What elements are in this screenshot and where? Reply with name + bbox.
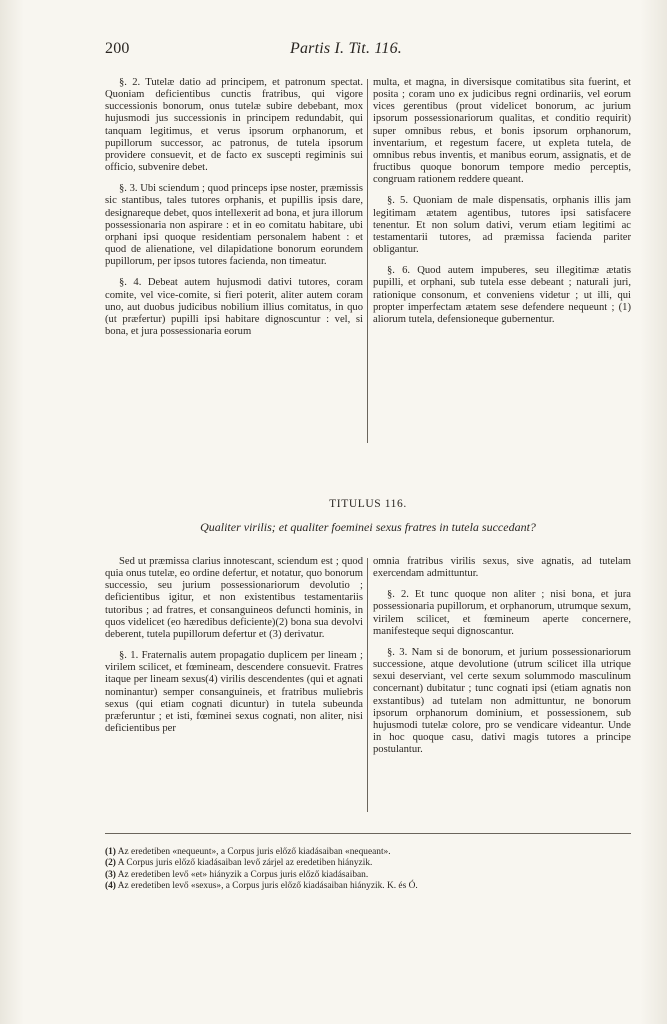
footnote-text: A Corpus juris előző kiadásaiban levő zárjel az eredetiben hiányzik. [117,858,373,869]
paragraph: §. 4. Debeat autem hujusmodi dativi tutores, coram comite, vel vice-comite, si fieri poterit, aliter autem coram uno, aut duobus judicibus nobilium illius comitatus, in quo (ut præfertur) pupilli ipsi habitare dignoscuntur : vel, si bona, et jura possessionaria eorum [105,277,363,337]
titulus-heading: TITULUS 116. [329,498,407,510]
section2-right-column [373,556,631,765]
paragraph: §. 2. Et tunc quoque non aliter ; nisi bona, et jura possessionaria pupillorum, et orphanorum, utrumque sexum, virilem scilicet, et fœmineum aperte concernere, manifesteque sequi dignoscantur. [373,589,631,637]
titulus-subtitle: Qualiter virilis; et qualiter foeminei sexus fratres in tutela succedant? [200,520,536,534]
footnote [105,881,635,892]
footnote-text: Az eredetiben levő «et» hiányzik a Corpus juris előző kiadásaiban. [117,869,369,880]
footnote-number: (4) [105,880,116,891]
paragraph: multa, et magna, in diversisque comitatibus sita fuerint, et posita ; coram uno ex judicibus regni ordinariis, vel eorum vices gerentibus (prout videlicet bonorum, ac jurium ipsorum possessionariorum qualitas, et conditio requirit) super omnibus rebus, et bonis ipsorum orphanorum, inventarium, et regestum facere, ut expleta tutela, de omnibus rebus inventis, et manibus eorum, assignatis, et de fructibus quoque bonorum tempore medio perceptis, congruam rationem reddere queant. [373,77,631,186]
paragraph: omnia fratribus virilis sexus, sive agnatis, ad tutelam exercendam admittuntur. [373,556,631,580]
paragraph: Sed ut præmissa clarius innotescant, sciendum est ; quod quia onus tutelæ, eo ordine defertur, et notatur, quo bonorum successio, seu jurium possessionariorum devolutio ; deficientibus igitur, et non existentibus testamentariis tutoribus ; ad fratres, et consanguineos defuncti hominis, in quos videlicet (eo hæredibus deficiente)(2) bona sua devolvi deberent, tutela pupillorum defertur et (3) derivatur. [105,556,363,640]
paragraph: §. 6. Quod autem impuberes, seu illegitimæ ætatis pupilli, et orphani, sub tutela esse debeant ; naturali juri, rationique consonum, et conveniens videtur ; ut illi, qui propter imperfectam ætatem sese defendere nequeunt ; (1) aliorum tutela, defensioneque gubernentur. [373,265,631,325]
section1-right-column [373,77,631,335]
footnote-text: Az eredetiben levő «sexus», a Corpus juris előző kiadásaiban hiányzik. K. és Ó. [117,880,418,891]
section1-left-column [105,77,363,347]
footnote-number: (3) [105,869,116,880]
footnote-rule [105,833,631,834]
footnote-number: (1) [105,847,116,857]
paragraph: §. 3. Nam si de bonorum, et jurium possessionariorum successione, atque devolutione (utrum scilicet illa utrique sexui deserviant, vel certe sexum solummodo masculinum concernant) dubitatur ; tunc cognati ipsi (etiam agnatis non exstantibus) ad tutelam non admittuntur, ne bonorum ipsorum orphanorum dominium, et possessionem, sub hujusmodi tutelæ colore, pro se vendicare videantur. Unde in hoc quoque casu, dativi magis tutores a principe postulantur. [373,646,631,756]
column-divider [367,558,368,812]
paragraph: §. 5. Quoniam de male dispensatis, orphanis illis jam legitimam ætatem agentibus, tutores ipsi satisfacere tenentur. Et non solum dativi, verum etiam legitimi ac testamentarii tutores, ad præmissa facienda pariter obligantur. [373,195,631,256]
footnotes [105,847,635,892]
paragraph: §. 2. Tutelæ datio ad principem, et patronum spectat. Quoniam deficientibus cunctis fratribus, qui vigore successionis bonorum, onus tutelæ subire debebant, mox hujusmodi jus successionis in principem redundabit, qui tanquam legitimus, et verus ipsorum orphanorum, et pupillorum successor, ac patronus, de tutela ipsorum providere consuevit, et de facto ex suscepti regiminis sui officio, subvenire debet. [105,77,363,174]
footnote-number: (2) [105,858,116,869]
footnote [105,847,635,858]
section2-left-column [105,556,363,744]
column-divider [367,79,368,443]
paragraph: §. 1. Fraternalis autem propagatio duplicem per lineam ; virilem scilicet, et fœmineam, descendere consuevit. Fratres itaque per lineam sexus(4) virilis descendentes (qui et agnati nominantur) semper consanguineis, et fratribus muliebris sexus (qui etiam cognati dicuntur) in tutela subeunda præferuntur ; et isti, fœminei sexus cognati, non aliter, nisi deficientibus per [105,650,363,735]
running-head: Partis I. Tit. 116. [290,40,402,57]
paragraph: §. 3. Ubi sciendum ; quod princeps ipse noster, præmissis sic stantibus, tales tutores orphanis, et pupillis ipsis dare, designareque debet, quos intellexerit ad bona, et jura illorum possessionaria non aspirare : et in eo comitatu habitare, ubi orphani ipsi quoque residentiam personalem habent : et quod de alienatione, vel dilapidatione bonorum eorundem pupillorum, per ipsos tutores facienda, non timeatur. [105,183,363,268]
page-number: 200 [105,40,130,57]
footnote [105,858,635,869]
footnote [105,870,635,881]
footnote-text: Az eredetiben «nequeunt», a Corpus juris előző kiadásaiban «nequeant». [117,847,391,857]
